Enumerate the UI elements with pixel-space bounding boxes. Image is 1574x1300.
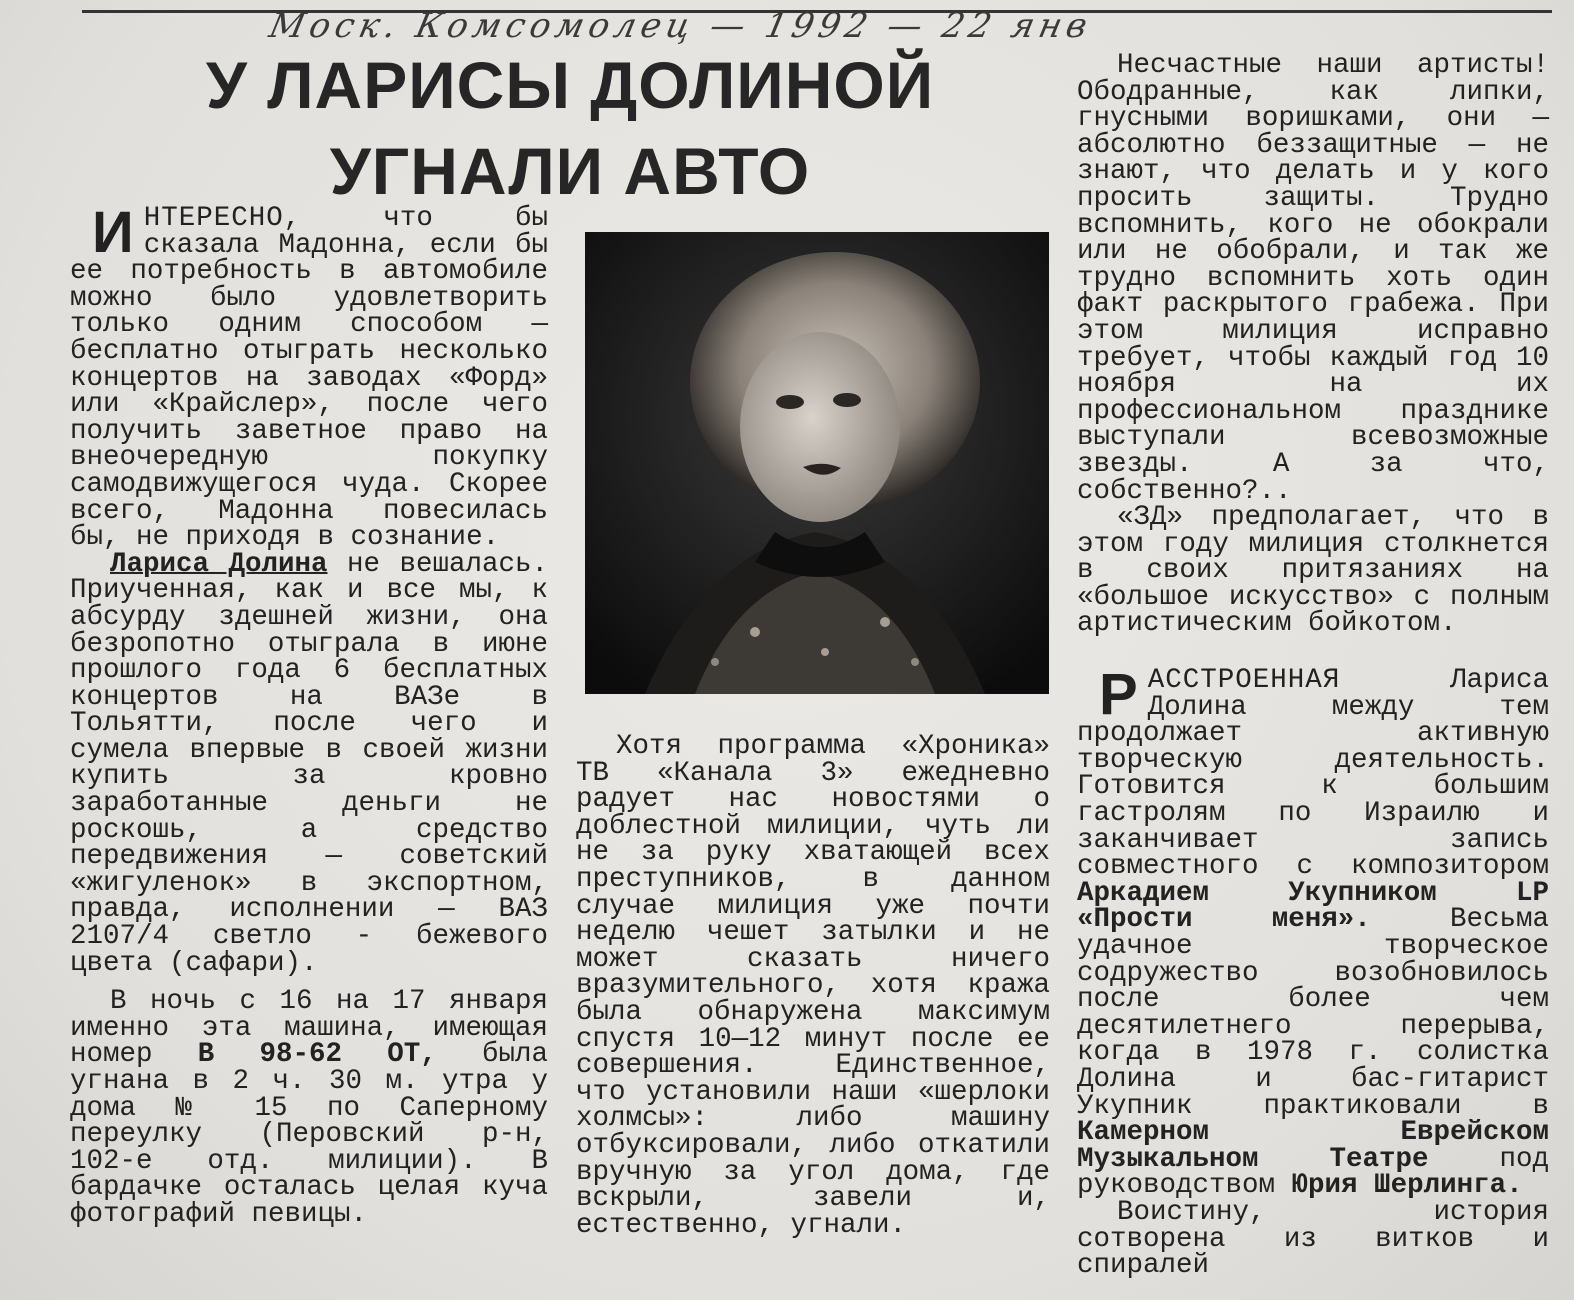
bold-name: Аркадием Укупником LP «Прости меня».: [1077, 877, 1549, 936]
article-column-1: [70, 200, 548, 1230]
portrait-image: [585, 232, 1049, 694]
lead-word: АССТРОЕННАЯ: [1147, 665, 1341, 697]
bold-theatre: Камерном Еврейском Музыкальном Театре: [1077, 1117, 1549, 1175]
paragraph-text: Лариса Долина между тем продолжает активную творческую деятельность. Готовится к большим гастролям по Израилю и заканчивает запись совместного с композитором: [1077, 665, 1549, 883]
spacer: [1077, 638, 1549, 668]
drop-cap: Р: [1099, 662, 1138, 728]
underlined-name: Лариса Долина: [110, 548, 328, 580]
headline: [130, 42, 1010, 214]
margin-marks: [28, 1170, 68, 1290]
paragraph-dolina: [70, 548, 548, 979]
paragraph-text: не вешалась. Приученная, как и все мы, к абсурду здешней жизни, она безропотно отыграла в июне прошлого года 6 бесплатных концертов на ВАЗе в Тольятти, после чего и сумела впервые в своей жизни купить за кровно заработанные деньги не роскошь, а средство передвижения — советский «жигуленок» в экспортном, правда, исполнении — ВАЗ 2107/4 светло - бежевого цвета (сафари).: [70, 548, 548, 979]
portrait-photo: [585, 232, 1049, 694]
paragraph-text: под руководством: [1077, 1143, 1549, 1202]
paragraph-theft: [70, 986, 548, 1230]
headline-line-2: УГНАЛИ АВТО: [329, 134, 811, 208]
handwritten-source-note: Моск. Комсомолец — 1992 — 22 янв: [265, 6, 1096, 46]
article-column-3: [1077, 50, 1549, 1282]
license-plate: В 98-62 ОТ,: [197, 1039, 437, 1071]
lead-word: НТЕРЕСНО,: [143, 203, 302, 234]
article-column-2: [576, 731, 1050, 1241]
paragraph-upset: [1077, 662, 1549, 1202]
headline-line-1: У ЛАРИСЫ ДОЛИНОЙ: [205, 48, 935, 122]
paragraph-closing: Воистину, история сотворена из витков и спиралей: [1077, 1196, 1549, 1282]
paragraph-text: Весьма удачное творческое содружество возобновилось после более чем десятилетнего перерыва, когда в 1978 г. солистка Долина и бас-гитарист Укупник практиковали в: [1077, 904, 1549, 1122]
paragraph-text: была угнана в 2 ч. 30 м. утра у дома № 15 по Саперному переулку (Перовский р-н, 102-е отд. милиции). В бардачке осталась целая куча фотографий певицы.: [70, 1039, 548, 1230]
paragraph-artists: Несчастные наши артисты! Ободранные, как липки, гнусными воришками, они — абсолютно беззащитные — не знают, что делать и у кого просить защиты. Трудно вспомнить, кого не обокрали или не обобрали, и так же трудно вспомнить хоть один факт раскрытого грабежа. При этом милиция исправно требует, чтобы каждый год 10 ноября на их профессиональном празднике выступали всевозможные звезды. А за что, собственно?..: [1077, 50, 1549, 507]
paragraph-police: Хотя программа «Хроника» ТВ «Канала 3» ежедневно радует нас новостями о доблестной милиции, чуть ли не за руку хватающей всех преступников, в данном случае милиция уже почти неделю чешет затылки и не может сказать ничего вразумительного, хотя кража была обнаружена максимум спустя 10—12 минут после ее совершения. Единственное, что установили наши «шерлоки холмсы»: либо машину отбуксировали, либо откатили вручную за угол дома, где вскрыли, завели и, естественно, угнали.: [576, 731, 1050, 1241]
drop-cap: И: [92, 200, 134, 265]
paragraph-text: что бы сказала Мадонна, если бы ее потребность в автомобиле можно было удовлетворить только одним способом — бесплатно отыграть несколько концертов на заводах «Форд» или «Крайслер», после чего получить заветное право на внеочередную покупку самодвижущегося чуда. Скорее всего, Мадонна повесилась бы, не приходя в сознание.: [70, 203, 548, 554]
paragraph-zd: «ЗД» предполагает, что в этом году милиция столкнется в своих притязаниях на «большое искусство» с полным артистическим бойкотом.: [1077, 502, 1549, 640]
paragraph-text: В ночь с 16 на 17 января именно эта машина, имеющая номер: [70, 986, 548, 1071]
bold-name: Юрия Шерлинга.: [1291, 1170, 1523, 1202]
paragraph-intro: [70, 200, 548, 554]
